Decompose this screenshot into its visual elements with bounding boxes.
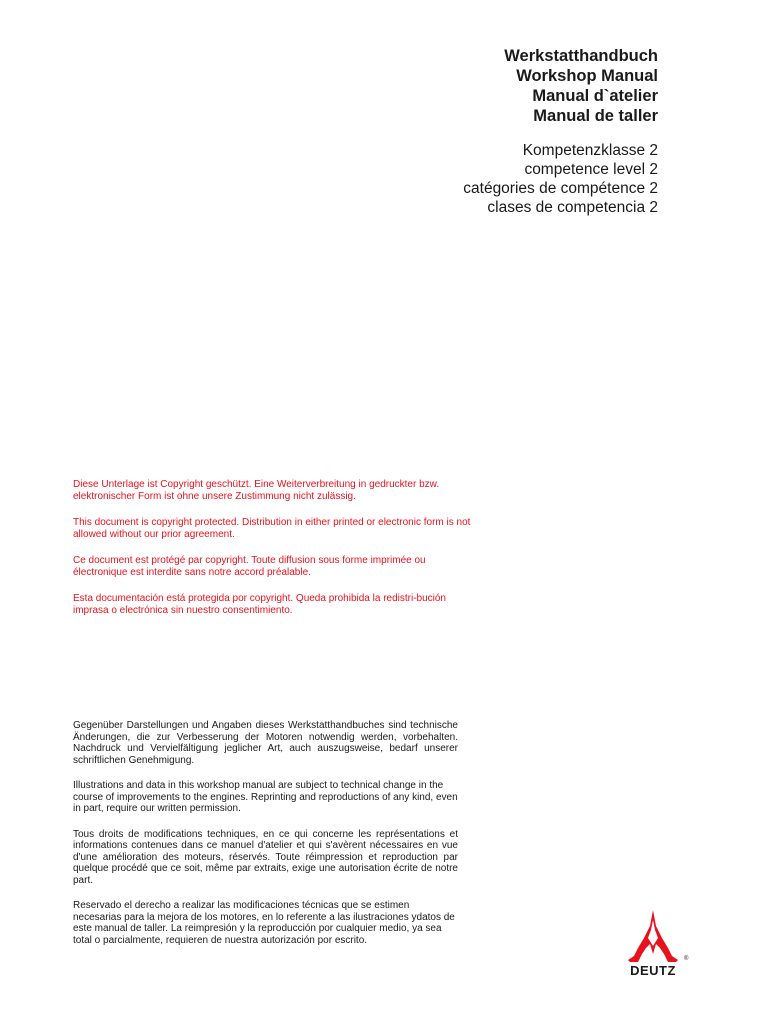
- notice-english: Illustrations and data in this workshop manual are subject to technical change in the course of improvements to the engines. Reprinting and reproductions of any kind, even in part, require our written permission.: [73, 780, 458, 814]
- notice-french: Tous droits de modifications techniques, en ce qui concerne les représentations et informations contenues dans ce manuel d'atelier et qui s'avèrent nécessaires en vue d'une amélioration des moteurs, réservés. Toute réimpression et reproduction par quelque procédé que ce soit, même par extraits, exige une autorisation écrite de notre part.: [73, 828, 458, 886]
- copyright-german: Diese Unterlage ist Copyright geschützt. Eine Weiterverbreitung in gedruckter bzw. elektronischer Form ist ohne unsere Zustimmung nicht zulässig.: [73, 479, 440, 502]
- deutz-tower-icon: [628, 910, 678, 962]
- notice-german: Gegenüber Darstellungen und Angaben dieses Werkstatthandbuches sind technische Änderungen, die zur Verbesserung der Motoren notwendig werden, vorbehalten. Nachdruck und Vervielfältigung jeglicher Art, auch auszugsweise, bedarf unserer schriftlichen Genehmigung.: [73, 720, 458, 766]
- title-english: Workshop Manual: [516, 67, 658, 85]
- copyright-english: This document is copyright protected. Distribution in either printed or electronic form is not allowed without our prior agreement.: [73, 517, 471, 540]
- manual-title-block: [238, 46, 658, 126]
- deutz-logo-text: DEUTZ: [630, 963, 676, 978]
- copyright-french: Ce document est protégé par copyright. Toute diffusion sous forme imprimée ou électronique est interdite sans notre accord préalable.: [73, 555, 426, 578]
- title-spanish: Manual de taller: [533, 107, 658, 125]
- copyright-notice-block: [73, 479, 473, 631]
- title-french: Manual d`atelier: [532, 87, 658, 105]
- deutz-logo: [612, 906, 694, 978]
- level-english: competence level 2: [524, 161, 658, 178]
- technical-change-notice-block: [73, 720, 458, 960]
- level-french: catégories de compétence 2: [463, 180, 658, 197]
- copyright-spanish: Esta documentación está protegida por copyright. Queda prohibida la redistri-bución imprasa o electrónica sin nuestro consentimiento.: [73, 593, 446, 616]
- registered-mark: ®: [684, 956, 689, 962]
- title-german: Werkstatthandbuch: [504, 47, 658, 65]
- level-spanish: clases de competencia 2: [487, 199, 658, 216]
- level-german: Kompetenzklasse 2: [522, 142, 658, 159]
- competence-level-block: [238, 141, 658, 217]
- notice-spanish: Reservado el derecho a realizar las modificaciones técnicas que se estimen necesarias para la mejora de los motores, en lo referente a las ilustraciones ydatos de este manual de taller. La reimpresión y la reproducción por cualquier medio, ya sea total o parcialmente, requieren de nuestra autorización por escrito.: [73, 900, 455, 946]
